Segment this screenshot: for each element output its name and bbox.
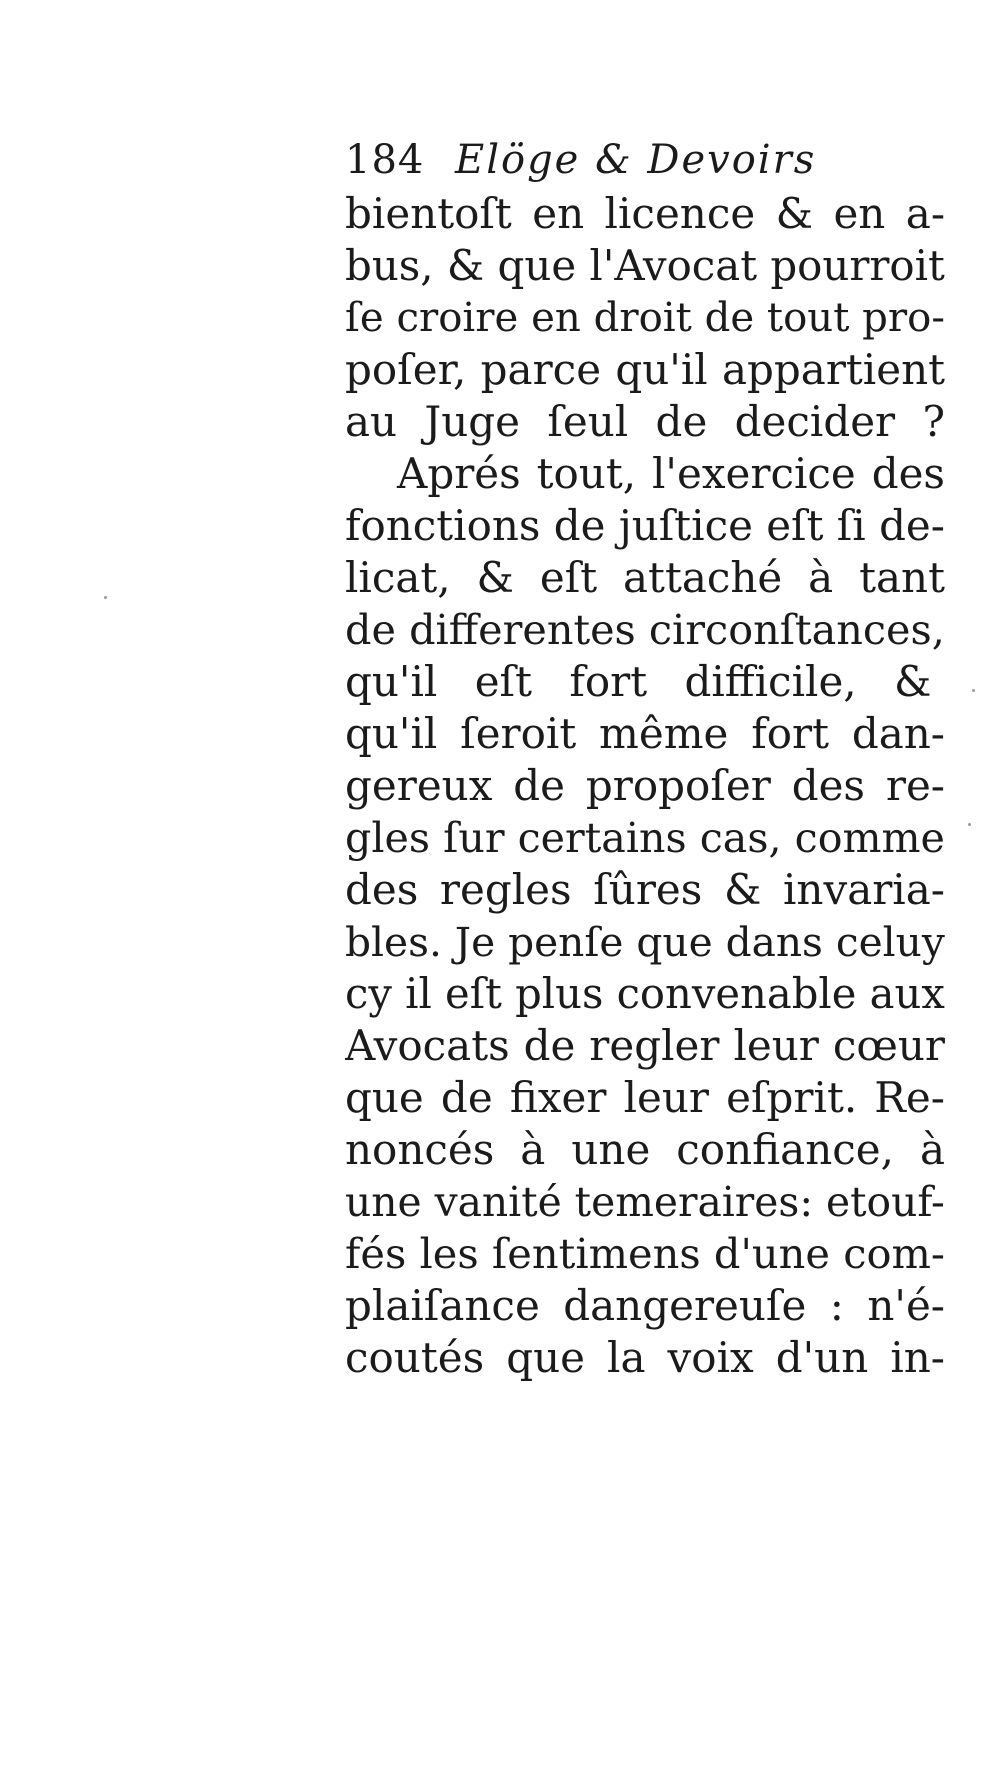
- ink-speck: [968, 823, 971, 826]
- ink-speck: [972, 689, 975, 692]
- ink-speck: [104, 596, 107, 599]
- text-line: Avocats de regler leur cœur: [345, 1021, 945, 1070]
- text-line: que de fixer leur eſprit. Re-: [345, 1073, 945, 1122]
- text-line: fonctions de juſtice eſt ſi de-: [345, 501, 945, 550]
- text-line: gles ſur certains cas, comme: [345, 814, 945, 862]
- text-line: des regles ſûres & invaria-: [345, 865, 945, 914]
- text-line: coutés que la voix d'un in-: [345, 1333, 945, 1382]
- text-line: fés les ſentimens d'une com-: [345, 1229, 945, 1278]
- text-line: bientoſt en licence & en a-: [345, 189, 945, 238]
- text-line: gereux de propoſer des re-: [345, 761, 945, 810]
- body-text: [345, 188, 945, 1384]
- text-line: bus, & que l'Avocat pourroit: [345, 241, 945, 290]
- text-line: de differentes circonſtances,: [345, 606, 945, 654]
- text-line: cy il eſt plus convenable aux: [345, 969, 945, 1018]
- paragraph-start-line: Aprés tout, l'exercice des: [397, 449, 945, 498]
- running-title: Elöge & Devoirs: [455, 137, 817, 183]
- running-head: [345, 132, 945, 188]
- text-line: poſer, parce qu'il appartient: [345, 345, 945, 394]
- text-line: au Juge ſeul de decider ?: [345, 397, 945, 446]
- text-block: [345, 132, 945, 1384]
- text-line: noncés à une confiance, à: [345, 1125, 945, 1174]
- text-line: bles. Je penſe que dans celuy: [345, 918, 945, 966]
- page-number: 184: [345, 137, 425, 183]
- text-line: licat, & eſt attaché à tant: [345, 553, 945, 602]
- text-line: plaiſance dangereuſe : n'é-: [345, 1281, 945, 1330]
- text-line: ſe croire en droit de tout pro-: [345, 295, 945, 341]
- text-line: qu'il eſt fort difficile, &: [345, 657, 932, 706]
- text-line: une vanité temeraires: etouf-: [345, 1178, 945, 1226]
- text-line: qu'il ſeroit même fort dan-: [345, 709, 945, 758]
